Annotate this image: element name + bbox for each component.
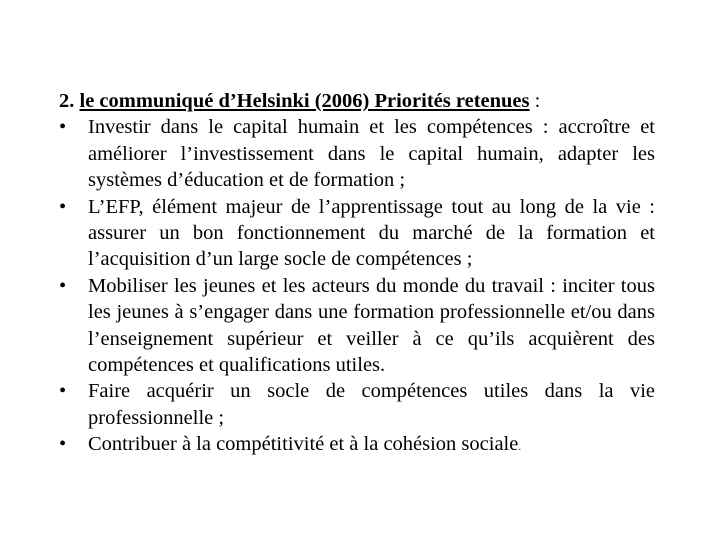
- list-item-text: Faire acquérir un socle de compétences utiles dans la vie professionnelle ;: [88, 380, 655, 429]
- priorities-list: [59, 114, 655, 460]
- list-item-text: Investir dans le capital humain et les compétences : accroître et améliorer l’investissement dans le capital humain, adapter les systèmes d’éducation et de formation ;: [88, 116, 655, 192]
- list-item: [59, 114, 655, 193]
- bullet-icon: •: [59, 195, 67, 218]
- slide-content: [59, 88, 655, 461]
- bullet-icon: •: [59, 380, 67, 403]
- list-item: [59, 194, 655, 273]
- heading-title: le communiqué d’Helsinki (2006) Priorités retenues: [79, 90, 530, 112]
- list-item-text: Contribuer à la compétitivité et à la cohésion sociale: [88, 433, 519, 456]
- heading-number: 2.: [59, 90, 75, 112]
- heading-colon: :: [529, 90, 541, 112]
- bullet-icon: •: [59, 433, 67, 456]
- list-item: [59, 273, 655, 379]
- section-heading: [59, 88, 655, 114]
- list-item-text: L’EFP, élément majeur de l’apprentissage tout au long de la vie : assurer un bon fonctionnement du marché de la formation et l’acquisition d’un large socle de compétences ;: [88, 195, 655, 271]
- bullet-icon: •: [59, 274, 67, 297]
- list-item: [59, 431, 655, 460]
- trailing-period: .: [518, 441, 522, 454]
- list-item: [59, 378, 655, 431]
- list-item-text: Mobiliser les jeunes et les acteurs du monde du travail : inciter tous les jeunes à s’engager dans une formation professionnelle et/ou dans l’enseignement supérieur et veiller à ce qu’ils acquièrent des compétences et qualifications utiles.: [88, 274, 655, 377]
- bullet-icon: •: [59, 116, 67, 139]
